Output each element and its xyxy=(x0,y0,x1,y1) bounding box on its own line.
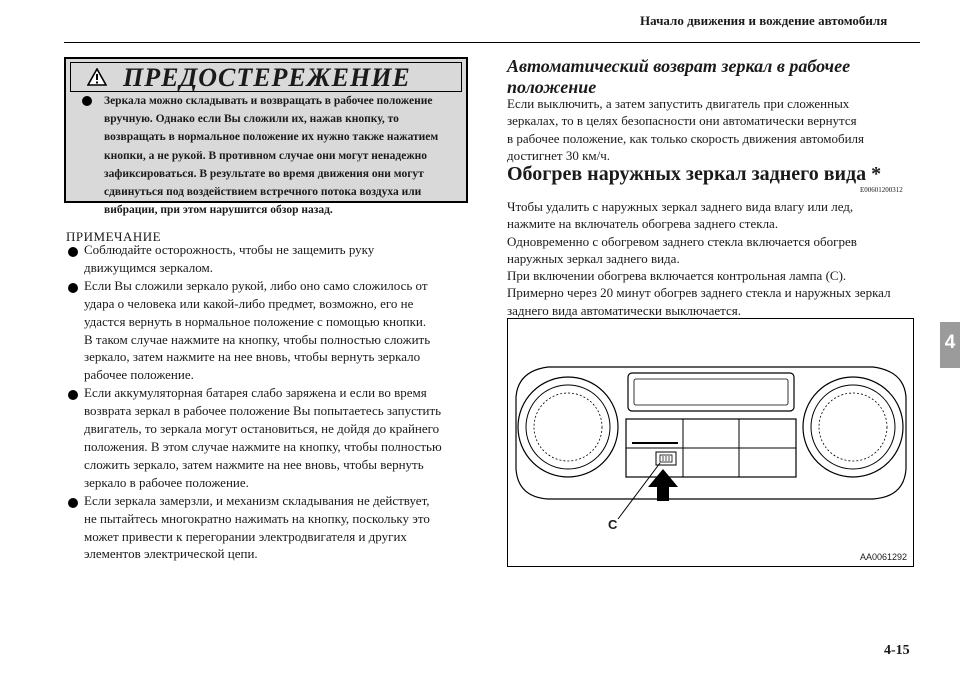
section-body-auto-return xyxy=(507,95,864,164)
bullet-icon xyxy=(68,247,78,257)
header-rule xyxy=(64,42,920,43)
warning-line: сдвинуться под воздействием встречного потока воздуха или xyxy=(104,186,422,199)
body-line: При включении обогрева включается контрольная лампа (C). xyxy=(507,268,847,284)
note-line: В таком случае нажмите на кнопку, чтобы полностью сложить xyxy=(84,331,431,347)
note-line: положения. В этом случае нажмите на кнопку, чтобы полностью xyxy=(84,438,442,454)
body-line: в рабочее положение, как только скорость движения автомобиля xyxy=(507,130,865,146)
note-item xyxy=(66,384,486,491)
note-line: удара о человека или какой-либо предмет, возможно, его не xyxy=(84,295,414,311)
section-title-mirror-heater: Обогрев наружных зеркал заднего вида * xyxy=(507,163,882,185)
note-line: зеркало, затем нажмите на нее вновь, чтобы вернуть зеркало xyxy=(84,349,421,365)
section-title-line: Автоматический возврат зеркал в рабочее xyxy=(507,56,851,76)
note-item xyxy=(66,492,486,564)
warning-box xyxy=(64,57,468,217)
note-item xyxy=(66,277,486,384)
note-line: может привести к перегорании электродвигателя и других xyxy=(84,528,407,544)
body-line: Примерно через 20 минут обогрев заднего стекла и наружных зеркал xyxy=(507,285,891,301)
section-body-mirror-heater xyxy=(507,198,891,319)
body-line: зеркалах, то в целях безопасности они автоматически вернутся xyxy=(507,113,857,129)
bullet-icon xyxy=(68,390,78,400)
warning-title: ПРЕДОСТЕРЕЖЕНИЕ xyxy=(123,63,411,92)
body-line: Если выключить, а затем запустить двигатель при сложенных xyxy=(507,96,850,111)
bullet-icon xyxy=(82,96,92,106)
note-line: удастся вернуть в нормальное положение с помощью кнопки. xyxy=(84,313,427,329)
note-line: Если аккумуляторная батарея слабо заряжена и если во время xyxy=(84,385,427,401)
bullet-icon xyxy=(68,283,78,293)
climate-panel-illustration xyxy=(508,319,913,566)
warning-header xyxy=(70,62,462,92)
climate-panel-figure xyxy=(507,318,914,567)
warning-triangle-icon xyxy=(87,68,107,86)
note-line: Соблюдайте осторожность, чтобы не защемить руку xyxy=(84,242,375,257)
note-line: Если Вы сложили зеркало рукой, либо оно само сложилось от xyxy=(84,277,428,293)
note-item xyxy=(66,241,486,277)
note-line: сложить зеркало, затем нажмите на нее вновь, чтобы вернуть xyxy=(84,456,424,472)
section-title-auto-return xyxy=(507,56,850,98)
body-line: заднего вида автоматически выключается. xyxy=(507,302,742,318)
chapter-tab-number: 4 xyxy=(944,332,956,353)
running-header: Начало движения и вождение автомобиля xyxy=(640,13,888,28)
note-line: рабочее положение. xyxy=(84,367,194,383)
body-line: Одновременно с обогревом заднего стекла включается обогрев xyxy=(507,233,857,249)
warning-line: зафиксироваться. В результате во время движения они могут xyxy=(104,167,424,180)
note-line: элементов электрической цепи. xyxy=(84,546,258,562)
body-line: нажмите на включатель обогрева заднего стекла. xyxy=(507,216,779,232)
figure-code: AA0061292 xyxy=(859,552,907,562)
warning-line: кнопки, а не рукой. В противном случае они могут ненадежно xyxy=(104,149,428,162)
warning-text xyxy=(104,92,456,219)
note-line: зеркало в рабочее положение. xyxy=(84,474,249,490)
section-code: E00601200312 xyxy=(860,186,903,194)
body-line: Чтобы удалить с наружных зеркал заднего вида влагу или лед, xyxy=(507,199,854,214)
note-list xyxy=(66,241,486,563)
section-title-line: положение xyxy=(507,77,597,97)
body-line: наружных зеркал заднего вида. xyxy=(507,250,680,266)
note-line: Если зеркала замерзли, и механизм складывания не действует, xyxy=(84,492,430,508)
note-line: движущимся зеркалом. xyxy=(84,259,214,275)
bullet-icon xyxy=(68,498,78,508)
note-line: не пытайтесь многократно нажимать на кнопку, поскольку это xyxy=(84,510,430,526)
note-line: двигатель, то зеркала могут остановиться, не дойдя до крайнего xyxy=(84,421,440,437)
note-heading: ПРИМЕЧАНИЕ xyxy=(66,229,162,244)
page-number: 4-15 xyxy=(884,643,910,658)
chapter-tab xyxy=(940,322,960,368)
body-line: достигнет 30 км/ч. xyxy=(507,147,611,163)
warning-line: вручную. Однако если Вы сложили их, нажав кнопку, то xyxy=(104,113,399,126)
warning-line: вибрации, при этом нарушится обзор назад. xyxy=(104,204,333,217)
callout-label-c: C xyxy=(608,517,618,532)
note-line: возврата зеркал в рабочее положение Вы попытаетесь запустить xyxy=(84,403,442,419)
warning-line: возвращать в нормальное положение их нужно также нажатием xyxy=(104,131,439,144)
warning-line: Зеркала можно складывать и возвращать в рабочее положение xyxy=(104,95,433,107)
